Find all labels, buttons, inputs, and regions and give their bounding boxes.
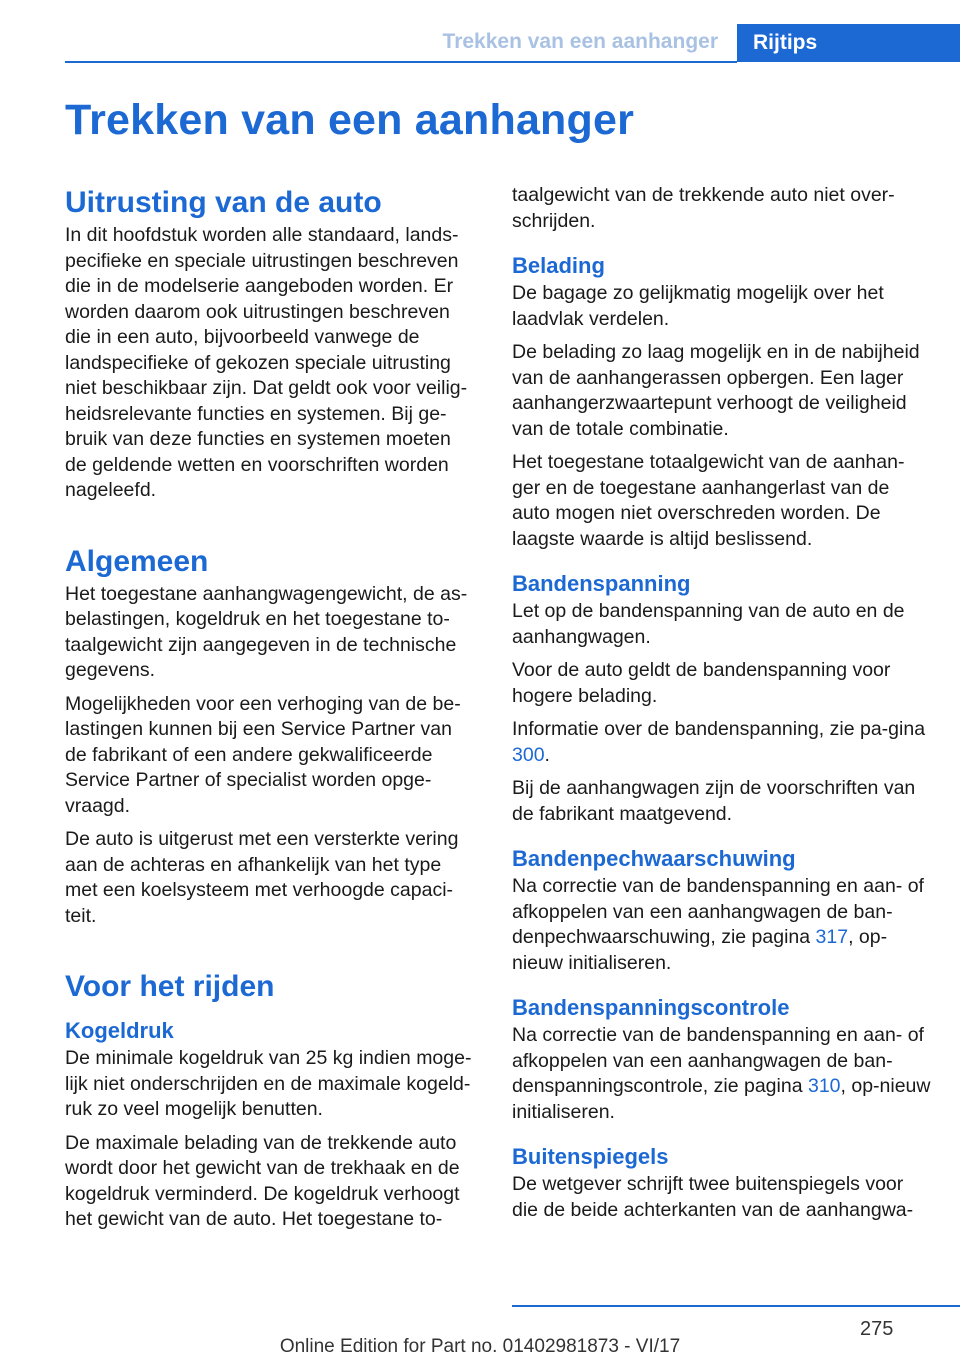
subheading-kogeldruk: Kogeldruk bbox=[65, 1018, 174, 1043]
right-column bbox=[512, 183, 932, 1231]
subheading-bandenspanningscontrole: Bandenspanningscontrole bbox=[512, 995, 790, 1020]
paragraph-text: Informatie over de bandenspanning, zie pa-gina bbox=[512, 718, 926, 740]
paragraph bbox=[512, 717, 932, 768]
footer-edition: Online Edition for Part no. 01402981873 - VI/17 bbox=[279, 1336, 681, 1357]
paragraph: De minimale kogeldruk van 25 kg indien moge-lijk niet onderschrijden en de maximale kogeld-ruk zo veel mogelijk benutten. bbox=[65, 1047, 472, 1120]
paragraph: Let op de bandenspanning van de auto en de aanhangwagen. bbox=[512, 600, 905, 648]
paragraph: De bagage zo gelijkmatig mogelijk over het laadvlak verdelen. bbox=[512, 282, 884, 330]
paragraph: Het toegestane aanhangwagengewicht, de as-belastingen, kogeldruk en het toegestane to-taalgewicht zijn aangegeven in de technische gegevens. bbox=[65, 582, 468, 681]
header-rule bbox=[65, 61, 737, 63]
subheading-belading: Belading bbox=[512, 253, 605, 278]
page-link-317[interactable]: 317 bbox=[815, 926, 849, 948]
subheading-buitenspiegels: Buitenspiegels bbox=[512, 1144, 669, 1169]
paragraph: In dit hoofdstuk worden alle standaard, lands-pecifieke en speciale uitrustingen beschreven die in de modelserie aangeboden worden. Er worden daarom ook uitrustingen beschreven die in een auto, bijvoorbeeld vanwege de landspecifieke of gekozen speciale uitrusting niet beschikbaar zijn. Dat geldt ook voor veilig-heidsrelevante functies en systemen. Bij ge-bruik van deze functies en systemen moeten de geldende wetten en voorschriften worden nageleefd. bbox=[65, 224, 468, 501]
header-chapter-tab: Rijtips bbox=[737, 24, 960, 62]
paragraph-text: Na correctie van de bandenspanning en aan- of afkoppelen van een aanhangwagen de ban-denpechwaarschuwing, zie pagina bbox=[512, 875, 924, 948]
paragraph bbox=[512, 874, 932, 976]
paragraph: De wetgever schrijft twee buitenspiegels voor die de beide achterkanten van de aanhangwa- bbox=[512, 1173, 914, 1221]
header-section-title: Trekken van een aanhanger bbox=[442, 30, 718, 53]
paragraph-text: . bbox=[544, 743, 550, 766]
paragraph: Voor de auto geldt de bandenspanning voor hogere belading. bbox=[512, 659, 891, 707]
subheading-bandenspanning: Bandenspanning bbox=[512, 571, 691, 596]
paragraph: De auto is uitgerust met een versterkte vering aan de achteras en afhankelijk van het type met een koelsysteem met verhoogde capaci-teit. bbox=[65, 828, 459, 927]
page-link-300[interactable]: 300 bbox=[512, 743, 545, 766]
paragraph: De maximale belading van de trekkende auto wordt door het gewicht van de trekhaak en de kogeldruk verminderd. De kogeldruk verhoogt het gewicht van de auto. Het toegestane to- bbox=[65, 1131, 460, 1230]
heading-algemeen: Algemeen bbox=[65, 544, 209, 578]
left-column bbox=[65, 183, 477, 1241]
paragraph: Mogelijkheden voor een verhoging van de be-lastingen kunnen bij een Service Partner van de fabrikant of een andere gekwalificeerde Service Partner of specialist worden opge-vraagd. bbox=[65, 692, 461, 817]
paragraph: taalgewicht van de trekkende auto niet over-schrijden. bbox=[512, 184, 895, 232]
heading-uitrusting: Uitrusting van de auto bbox=[65, 186, 382, 219]
heading-voor-het-rijden: Voor het rijden bbox=[65, 970, 275, 1003]
paragraph: Bij de aanhangwagen zijn de voorschriften van de fabrikant maatgevend. bbox=[512, 777, 916, 825]
page-title: Trekken van een aanhanger bbox=[65, 96, 635, 144]
paragraph bbox=[512, 1023, 932, 1125]
paragraph-text: , op-nieuw initialiseren. bbox=[512, 926, 888, 974]
page-link-310[interactable]: 310 bbox=[807, 1075, 841, 1097]
paragraph: De belading zo laag mogelijk en in de nabijheid van de aanhangerassen opbergen. Een lager aanhangerzwaartepunt verhoogt de veiligheid van de totale combinatie. bbox=[512, 341, 920, 440]
paragraph: Het toegestane totaalgewicht van de aanhan-ger en de toegestane aanhangerlast van de auto mogen niet overschreden worden. De laagste waarde is altijd beslissend. bbox=[512, 451, 905, 550]
paragraph-text: , op-nieuw initialiseren. bbox=[512, 1075, 931, 1123]
footer-rule bbox=[512, 1305, 960, 1307]
paragraph-text: Na correctie van de bandenspanning en aan- of afkoppelen van een aanhangwagen de ban-denspanningscontrole, zie pagina bbox=[512, 1024, 924, 1097]
page-number: 275 bbox=[860, 1318, 894, 1340]
subheading-bandenpechwaarschuwing: Bandenpechwaarschuwing bbox=[512, 846, 796, 871]
